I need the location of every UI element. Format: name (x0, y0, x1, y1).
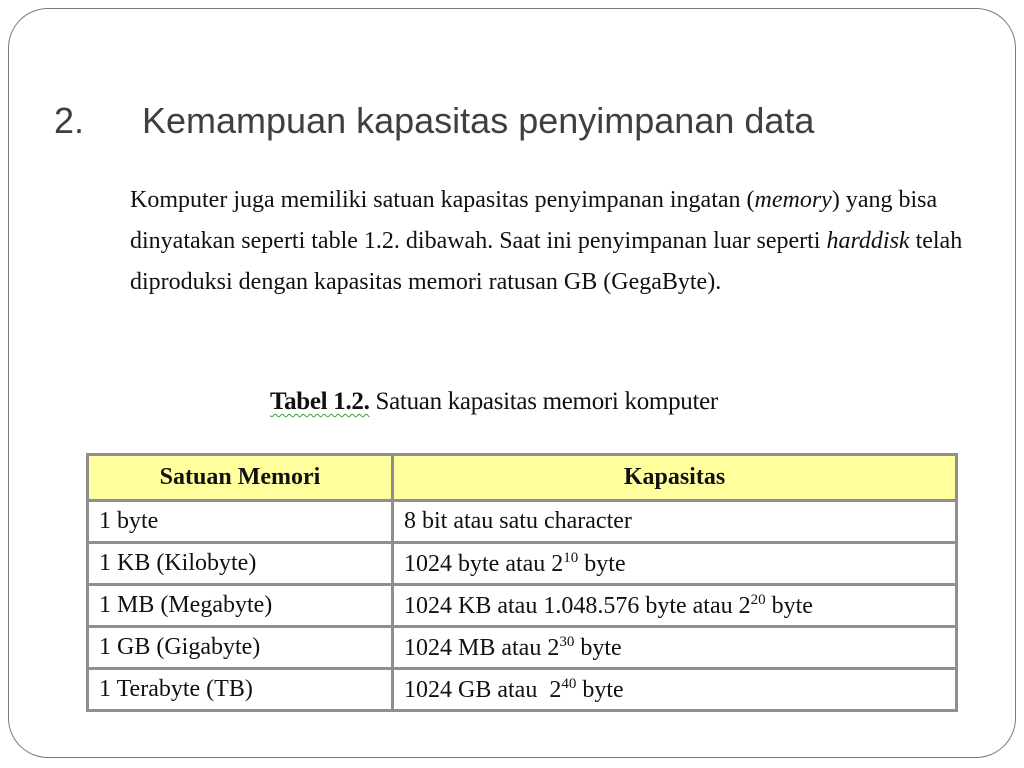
paragraph-italic-harddisk: harddisk (826, 228, 910, 254)
capacity-suffix: byte (578, 550, 626, 577)
table-row (88, 501, 957, 543)
slide-title (54, 100, 814, 142)
paragraph-part-1: Komputer juga memiliki satuan kapasitas penyimpanan ingatan ( (130, 187, 755, 213)
unit-cell: 1 GB (Gigabyte) (88, 627, 393, 669)
unit-cell: 1 byte (88, 501, 393, 543)
capacity-text: 1024 byte atau 2 (404, 550, 564, 577)
capacity-suffix: byte (576, 676, 624, 703)
capacity-text: 1024 KB atau 1.048.576 byte atau 2 (404, 592, 751, 619)
paragraph-part-3: telah diproduksi dengan kapasitas memori ratusan GB (GegaByte). (130, 228, 963, 295)
capacity-suffix: byte (765, 592, 813, 619)
body-paragraph (130, 180, 970, 303)
capacity-exponent: 30 (559, 633, 575, 650)
table-row (88, 669, 957, 711)
table-caption (270, 388, 718, 416)
header-kapasitas: Kapasitas (393, 455, 957, 501)
unit-cell: 1 Terabyte (TB) (88, 669, 393, 711)
capacity-cell (393, 543, 957, 585)
table-caption-text: Satuan kapasitas memori komputer (369, 388, 718, 415)
table-row (88, 543, 957, 585)
capacity-text: 1024 GB atau 2 (404, 676, 562, 703)
title-text: Kemampuan kapasitas penyimpanan data (142, 100, 815, 141)
capacity-cell (393, 669, 957, 711)
header-satuan-memori: Satuan Memori (88, 455, 393, 501)
capacity-cell (393, 627, 957, 669)
capacity-suffix: byte (574, 634, 622, 661)
unit-cell: 1 MB (Megabyte) (88, 585, 393, 627)
capacity-cell (393, 585, 957, 627)
table-row (88, 585, 957, 627)
table-caption-label: Tabel 1.2. (270, 388, 370, 415)
capacity-text: 1024 MB atau 2 (404, 634, 560, 661)
capacity-text: 8 bit atau satu character (404, 508, 632, 534)
capacity-exponent: 20 (750, 591, 766, 608)
memory-units-table (86, 453, 958, 712)
capacity-exponent: 10 (563, 549, 579, 566)
unit-cell: 1 KB (Kilobyte) (88, 543, 393, 585)
paragraph-italic-memory: memory (754, 187, 832, 213)
capacity-cell (393, 501, 957, 543)
capacity-exponent: 40 (561, 675, 577, 692)
table-row (88, 627, 957, 669)
title-number: 2. (54, 100, 85, 141)
table-header-row (88, 455, 957, 501)
paragraph-part-2: ) yang bisa dinyatakan seperti table 1.2. dibawah. Saat ini penyimpanan luar seperti (130, 187, 938, 254)
